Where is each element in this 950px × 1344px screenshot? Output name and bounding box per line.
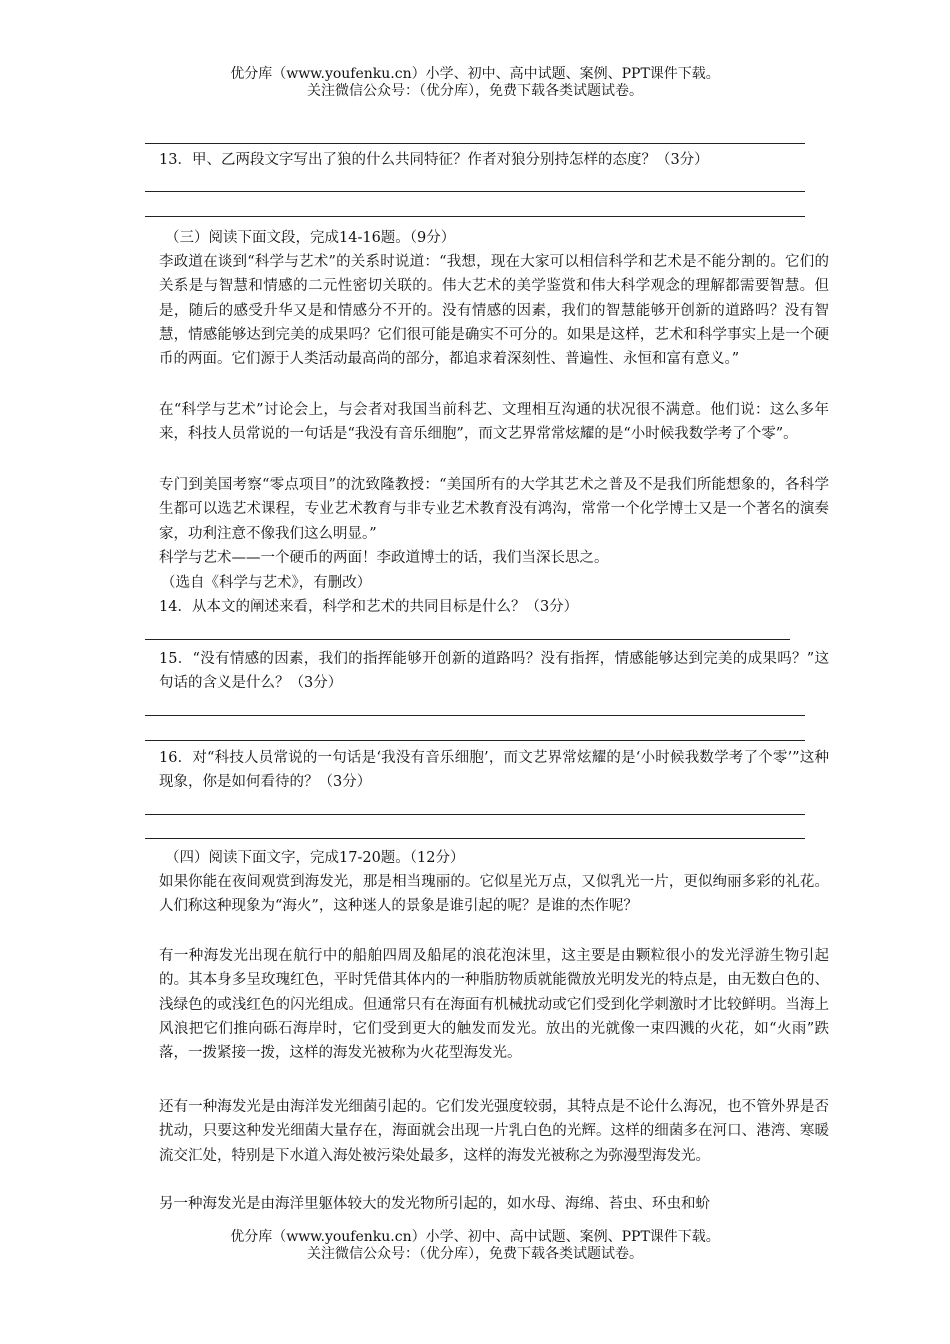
footer-line-2: 关注微信公众号：（优分库），免费下载各类试题试卷。 (307, 1246, 643, 1262)
answer-line (145, 814, 805, 815)
answer-line (145, 639, 790, 640)
section-3-paragraph-1: 李政道在谈到“科学与艺术”的关系时说道：“我想，现在大家可以相信科学和艺术是不能分割的。它们的关系是与智慧和情感的二元性密切关联的。伟大艺术的美学鉴赏和伟大科学观念的理解都需要智慧。但是，随后的感受升华又是和情感分不开的。没有情感的因素，我们的智慧能够开创新的道路吗？没有智慧，情感能够达到完美的成果吗？它们很可能是确实不可分的。如果是这样，艺术和科学事实上是一个硬币的两面。它们源于人类活动最高尚的部分，都追求着深刻性、普遍性、永恒和富有意义。” (159, 254, 829, 368)
page-header (0, 66, 950, 100)
question-13: 13．甲、乙两段文字写出了狼的什么共同特征？作者对狼分别持怎样的态度？（3分） (159, 152, 709, 168)
answer-line (145, 191, 805, 192)
section-4-heading: （四）阅读下面文字，完成17-20题。（12分） (165, 850, 465, 866)
section-4-paragraph-4: 另一种海发光是由海洋里躯体较大的发光物所引起的，如水母、海绵、苔虫、环虫和蚧 (159, 1196, 710, 1212)
section-4-paragraph-3: 还有一种海发光是由海洋发光细菌引起的。它们发光强度较弱，其特点是不论什么海况，也不管外界是否扰动，只要这种发光细菌大量存在，海面就会出现一片乳白色的光辉。这样的细菌多在河口、港湾、寒暖流交汇处，特别是下水道入海处被污染处最多，这样的海发光被称之为弥漫型海发光。 (159, 1099, 829, 1164)
header-line-1: 优分库（www.youfenku.cn）小学、初中、高中试题、案例、PPT课件下载。 (230, 66, 720, 82)
question-15: 15．“没有情感的因素，我们的指挥能够开创新的道路吗？没有指挥，情感能够达到完美的成果吗？”这句话的含义是什么？（3分） (159, 651, 829, 692)
section-4-paragraph-2: 有一种海发光出现在航行中的船舶四周及船尾的浪花泡沫里，这主要是由颗粒很小的发光浮游生物引起的。其本身多呈玫瑰红色，平时凭借其体内的一种脂肪物质就能微放光明发光的特点是，由无数白色的、浅绿色的或浅红色的闪光组成。但通常只有在海面有机械扰动或它们受到化学刺激时才比较鲜明。当海上风浪把它们推向砾石海岸时，它们受到更大的触发而发光。放出的光就像一束四溅的火花，如“火雨”跌落，一拨紧接一拨，这样的海发光被称为火花型海发光。 (159, 948, 829, 1062)
section-3-heading: （三）阅读下面文段，完成14-16题。（9分） (165, 230, 456, 246)
answer-line (145, 216, 805, 217)
footer-line-1: 优分库（www.youfenku.cn）小学、初中、高中试题、案例、PPT课件下载。 (230, 1229, 720, 1245)
answer-line (145, 740, 805, 741)
question-16: 16．对“科技人员常说的一句话是‘我没有音乐细胞’，而文艺界常炫耀的是‘小时候我数学考了个零’”这种现象，你是如何看待的？（3分） (159, 750, 829, 791)
section-4-paragraph-1: 如果你能在夜间观赏到海发光，那是相当瑰丽的。它似星光万点，又似乳光一片，更似绚丽多彩的礼花。人们称这种现象为“海火”，这种迷人的景象是谁引起的呢？是谁的杰作呢？ (159, 874, 829, 915)
answer-line (145, 143, 805, 144)
page-footer (0, 1229, 950, 1263)
section-3-paragraph-3: 专门到美国考察“零点项目”的沈致隆教授：“美国所有的大学其艺术之普及不是我们所能想象的，各科学生都可以选艺术课程，专业艺术教育与非专业艺术教育没有鸿沟，常常一个化学博士又是一个著名的演奏家，功利注意不像我们这么明显。” (159, 477, 829, 542)
section-3-paragraph-4: 科学与艺术——一个硬币的两面！李政道博士的话，我们当深长思之。 (159, 550, 609, 566)
header-line-2: 关注微信公众号：（优分库），免费下载各类试题试卷。 (307, 83, 643, 99)
answer-line (145, 715, 805, 716)
section-3-paragraph-2: 在“科学与艺术”讨论会上，与会者对我国当前科艺、文理相互沟通的状况很不满意。他们说：这么多年来，科技人员常说的一句话是“我没有音乐细胞”，而文艺界常常炫耀的是“小时候我数学考了个零”。 (159, 402, 829, 443)
section-3-source: （选自《科学与艺术》，有删改） (161, 575, 372, 591)
question-14: 14．从本文的阐述来看，科学和艺术的共同目标是什么？（3分） (159, 599, 579, 615)
answer-line (145, 838, 805, 839)
